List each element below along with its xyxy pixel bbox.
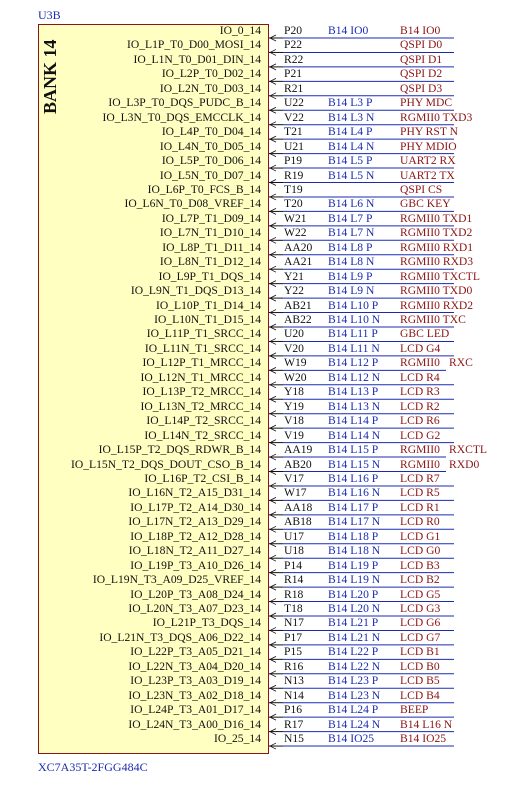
pin-number: W19	[284, 356, 307, 370]
pin-name: IO_L20P_T3_A08_D24_14	[130, 587, 261, 601]
signal-label: LCD B0	[400, 659, 440, 673]
net-label: B14 L13 P	[328, 385, 379, 399]
pin-name: IO_L18P_T2_A12_D28_14	[130, 529, 261, 543]
pin-number: U22	[284, 96, 304, 110]
signal-label: LCD R0	[400, 515, 440, 529]
pin-name: IO_L16N_T2_A15_D31_14	[128, 486, 261, 500]
signal-label: LCD R5	[400, 486, 440, 500]
signal-suffix: RXC	[449, 356, 473, 370]
pin-number: T20	[284, 197, 303, 211]
net-label: B14 L7 N	[328, 226, 375, 240]
pin-name: IO_L6P_T0_FCS_B_14	[147, 182, 261, 196]
signal-label: QSPI D2	[400, 67, 443, 81]
signal-label: LCD R4	[400, 370, 440, 384]
signal-label: QSPI D1	[400, 52, 443, 66]
pin-name: IO_L12N_T1_MRCC_14	[140, 370, 261, 384]
signal-label: LCD G0	[400, 544, 441, 558]
net-label: B14 L14 P	[328, 414, 379, 428]
pin-name: IO_L23N_T3_A02_D18_14	[128, 688, 261, 702]
signal-label: GBC KEY	[400, 197, 451, 211]
net-label: B14 L8 N	[328, 255, 375, 269]
pin-number: V18	[284, 414, 304, 428]
signal-label: RGMII0 RXD2	[400, 298, 474, 312]
signal-label: RGMII0 RXD1	[400, 240, 474, 254]
signal-label: PHY RST N	[400, 125, 458, 139]
signal-label: LCD R3	[400, 385, 440, 399]
pin-number: R17	[284, 717, 304, 731]
signal-label: BEEP	[400, 703, 429, 717]
signal-label: RGMII0	[400, 356, 440, 370]
signal-label: PHY MDC	[400, 96, 453, 110]
net-label: B14 L11 P	[328, 327, 378, 341]
pin-name: IO_L8P_T1_D11_14	[162, 240, 261, 254]
pin-number: W20	[284, 370, 307, 384]
pin-name: IO_0_14	[219, 24, 261, 37]
signal-label: RGMII0 TXD0	[400, 284, 473, 298]
net-label: B14 L18 N	[328, 544, 381, 558]
pin-number: AA21	[284, 255, 313, 269]
pin-number: AB18	[284, 515, 312, 529]
pin-number: P22	[284, 38, 303, 52]
net-label: B14 L22 N	[328, 659, 381, 673]
net-label: B14 L9 N	[328, 284, 375, 298]
pin-number: T19	[284, 182, 303, 196]
signal-label: UART2 TX	[400, 168, 455, 182]
net-label: B14 L14 N	[328, 428, 381, 442]
pin-name: IO_L7N_T1_D10_14	[159, 226, 261, 240]
pin-name: IO_L5P_T0_D06_14	[161, 154, 261, 168]
pin-number: N13	[284, 674, 304, 688]
pin-number: P19	[284, 154, 303, 168]
pin-name: IO_L9P_T1_DQS_14	[158, 269, 261, 283]
pin-name: IO_L14P_T2_SRCC_14	[146, 414, 261, 428]
pin-name: IO_L15N_T2_DQS_DOUT_CSO_B_14	[70, 457, 261, 471]
net-label: B14 L17 N	[328, 515, 381, 529]
net-label: B14 L20 P	[328, 587, 379, 601]
net-label: B14 L16 N	[328, 486, 381, 500]
pin-name: IO_L3N_T0_DQS_EMCCLK_14	[102, 110, 261, 124]
pin-name: IO_L17N_T2_A13_D29_14	[128, 515, 261, 529]
pin-name: IO_L10N_T1_D15_14	[154, 313, 261, 326]
signal-label: LCD R6	[400, 414, 440, 428]
pin-name: IO_L14N_T2_SRCC_14	[144, 428, 261, 442]
pin-name: IO_L9N_T1_DQS_D13_14	[130, 284, 261, 298]
pin-number: V19	[284, 428, 304, 442]
pin-number: R14	[284, 573, 304, 587]
signal-label: PHY MDIO	[400, 139, 457, 153]
pin-number: R21	[284, 81, 304, 95]
net-label: B14 L11 N	[328, 341, 380, 355]
signal-label: RGMII0	[400, 457, 440, 471]
pin-number: AB22	[284, 313, 312, 326]
pin-number: R16	[284, 659, 304, 673]
pin-number: Y21	[284, 269, 304, 283]
pin-name: IO_L20N_T3_A07_D23_14	[128, 602, 261, 615]
signal-label: LCD R7	[400, 471, 440, 485]
signal-label: LCD G6	[400, 616, 441, 630]
net-label: B14 L24 P	[328, 703, 379, 717]
pin-number: Y18	[284, 385, 304, 399]
pin-number: N14	[284, 688, 304, 702]
pin-name: IO_L19P_T3_A10_D26_14	[130, 558, 261, 572]
pin-name: IO_L12P_T1_MRCC_14	[142, 356, 261, 370]
pin-number: N17	[284, 616, 304, 630]
pin-name: IO_L3P_T0_DQS_PUDC_B_14	[108, 96, 261, 110]
signal-label: LCD R2	[400, 399, 440, 413]
net-label: B14 L21 P	[328, 616, 379, 630]
pin-name: IO_L17P_T2_A14_D30_14	[130, 500, 261, 514]
pin-name: IO_L24P_T3_A01_D17_14	[130, 703, 261, 717]
net-label: B14 L17 P	[328, 500, 379, 514]
pin-name: IO_L18N_T2_A11_D27_14	[128, 544, 261, 558]
signal-label: LCD R1	[400, 500, 440, 514]
signal-label: LCD G1	[400, 529, 441, 543]
signal-label: LCD G4	[400, 341, 441, 355]
net-label: B14 L22 P	[328, 645, 379, 659]
pin-number: P20	[284, 24, 303, 37]
signal-label: RGMII0 TXCTL	[400, 269, 480, 283]
net-label: B14 L13 N	[328, 399, 381, 413]
signal-label: B14 IO25	[400, 732, 447, 746]
pin-number: P16	[284, 703, 303, 717]
pin-number: V17	[284, 471, 304, 485]
net-label: B14 L15 P	[328, 443, 379, 457]
net-label: B14 L4 N	[328, 139, 375, 153]
pin-name: IO_L8N_T1_D12_14	[159, 255, 261, 269]
pin-name: IO_L15P_T2_DQS_RDWR_B_14	[98, 443, 261, 457]
net-label: B14 L10 N	[328, 313, 381, 326]
pin-name: IO_L2N_T0_D03_14	[159, 81, 261, 95]
pin-name: IO_L21N_T3_DQS_A06_D22_14	[99, 630, 261, 644]
net-label: B14 L19 N	[328, 573, 381, 587]
pin-name: IO_L22N_T3_A04_D20_14	[128, 659, 261, 673]
pin-name: IO_L4N_T0_D05_14	[159, 139, 261, 153]
net-label: B14 L24 N	[328, 717, 381, 731]
net-label: B14 L6 N	[328, 197, 375, 211]
pin-number: AB21	[284, 298, 312, 312]
pin-number: W17	[284, 486, 307, 500]
net-label: B14 L5 P	[328, 154, 373, 168]
signal-label: LCD B3	[400, 558, 440, 572]
pin-number: AA19	[284, 443, 313, 457]
signal-label: LCD G2	[400, 428, 441, 442]
pin-number: V22	[284, 110, 304, 124]
net-label: B14 L19 P	[328, 558, 379, 572]
pin-number: W22	[284, 226, 307, 240]
net-label: B14 L3 P	[328, 96, 373, 110]
signal-label: UART2 RX	[400, 154, 456, 168]
pin-name: IO_L13N_T2_MRCC_14	[140, 399, 261, 413]
net-label: B14 L5 N	[328, 168, 375, 182]
net-label: B14 L18 P	[328, 529, 379, 543]
net-label: B14 L12 N	[328, 370, 381, 384]
pin-number: Y19	[284, 399, 304, 413]
pin-number: AB20	[284, 457, 312, 471]
pin-name: IO_L4P_T0_D04_14	[161, 125, 261, 139]
net-label: B14 L8 P	[328, 240, 373, 254]
pin-name: IO_L23P_T3_A03_D19_14	[130, 674, 261, 688]
pin-number: P15	[284, 645, 303, 659]
pin-number: N15	[284, 732, 304, 746]
signal-suffix: RXD0	[449, 457, 480, 471]
signal-label: RGMII0	[400, 443, 440, 457]
signal-label: RGMII0 TXD2	[400, 226, 473, 240]
signal-label: RGMII0 RXD3	[400, 255, 474, 269]
pin-number: U18	[284, 544, 304, 558]
pin-number: P21	[284, 67, 303, 81]
pin-name: IO_L24N_T3_A00_D16_14	[128, 717, 261, 731]
pin-number: U20	[284, 327, 304, 341]
pin-number: V20	[284, 341, 304, 355]
pin-number: R18	[284, 587, 304, 601]
pin-number: W21	[284, 211, 307, 225]
pin-name: IO_L1P_T0_D00_MOSI_14	[127, 38, 261, 52]
pin-number: T21	[284, 125, 303, 139]
signal-label: LCD G5	[400, 587, 441, 601]
signal-label: LCD B1	[400, 645, 440, 659]
pin-number: P17	[284, 630, 303, 644]
pin-number: R19	[284, 168, 304, 182]
pin-number: AA18	[284, 500, 313, 514]
pin-name: IO_25_14	[213, 732, 261, 746]
signal-label: QSPI D0	[400, 38, 443, 52]
reference-designator: U3B	[38, 8, 61, 22]
signal-label: QSPI D3	[400, 81, 443, 95]
pin-name: IO_L22P_T3_A05_D21_14	[130, 645, 261, 659]
pin-name: IO_L11P_T1_SRCC_14	[146, 327, 261, 341]
pin-name: IO_L2P_T0_D02_14	[161, 67, 261, 81]
pin-name: IO_L5N_T0_D07_14	[159, 168, 261, 182]
pin-name: IO_L11N_T1_SRCC_14	[144, 341, 261, 355]
net-label: B14 L3 N	[328, 110, 375, 124]
net-label: B14 L15 N	[328, 457, 381, 471]
net-label: B14 L21 N	[328, 630, 381, 644]
pin-name: IO_L19N_T3_A09_D25_VREF_14	[92, 573, 261, 587]
bank-label-text: BANK 14	[40, 39, 60, 114]
pin-number: P14	[284, 558, 303, 572]
signal-suffix: RXCTL	[449, 443, 488, 457]
net-label: B14 L23 P	[328, 674, 379, 688]
signal-label: LCD G3	[400, 602, 441, 615]
signal-label: RGMII0 TXC	[400, 313, 466, 326]
pin-number: AA20	[284, 240, 313, 254]
pin-name: IO_L10P_T1_D14_14	[156, 298, 261, 312]
pin-number: U17	[284, 529, 304, 543]
pin-name: IO_L7P_T1_D09_14	[161, 211, 261, 225]
pin-number: R22	[284, 52, 304, 66]
signal-label: B14 IO0	[400, 24, 441, 37]
net-label: B14 L10 P	[328, 298, 379, 312]
pin-name: IO_L1N_T0_D01_DIN_14	[133, 52, 261, 66]
net-label: B14 L7 P	[328, 211, 373, 225]
part-number: XC7A35T-2FGG484C	[38, 760, 148, 774]
pin-name: IO_L16P_T2_CSI_B_14	[144, 471, 261, 485]
signal-label: LCD B4	[400, 688, 440, 702]
signal-label: B14 L16 N	[400, 717, 453, 731]
net-label: B14 L12 P	[328, 356, 379, 370]
net-label: B14 L16 P	[328, 471, 379, 485]
signal-label: LCD B2	[400, 573, 440, 587]
signal-label: LCD B5	[400, 674, 440, 688]
signal-label: GBC LED	[400, 327, 450, 341]
net-label: B14 IO25	[328, 732, 375, 746]
pin-number: U21	[284, 139, 304, 153]
pin-number: Y22	[284, 284, 304, 298]
net-label: B14 L23 N	[328, 688, 381, 702]
signal-label: LCD G7	[400, 630, 441, 644]
pin-name: IO_L13P_T2_MRCC_14	[142, 385, 261, 399]
net-label: B14 L9 P	[328, 269, 373, 283]
net-label: B14 L4 P	[328, 125, 373, 139]
pin-name: IO_L21P_T3_DQS_14	[152, 616, 261, 630]
signal-label: RGMII0 TXD3	[400, 110, 473, 124]
pin-name: IO_L6N_T0_D08_VREF_14	[124, 197, 261, 211]
signal-label: QSPI CS	[400, 182, 443, 196]
net-label: B14 L20 N	[328, 602, 381, 615]
signal-label: RGMII0 TXD1	[400, 211, 473, 225]
net-label: B14 IO0	[328, 24, 369, 37]
pin-number: T18	[284, 602, 303, 615]
